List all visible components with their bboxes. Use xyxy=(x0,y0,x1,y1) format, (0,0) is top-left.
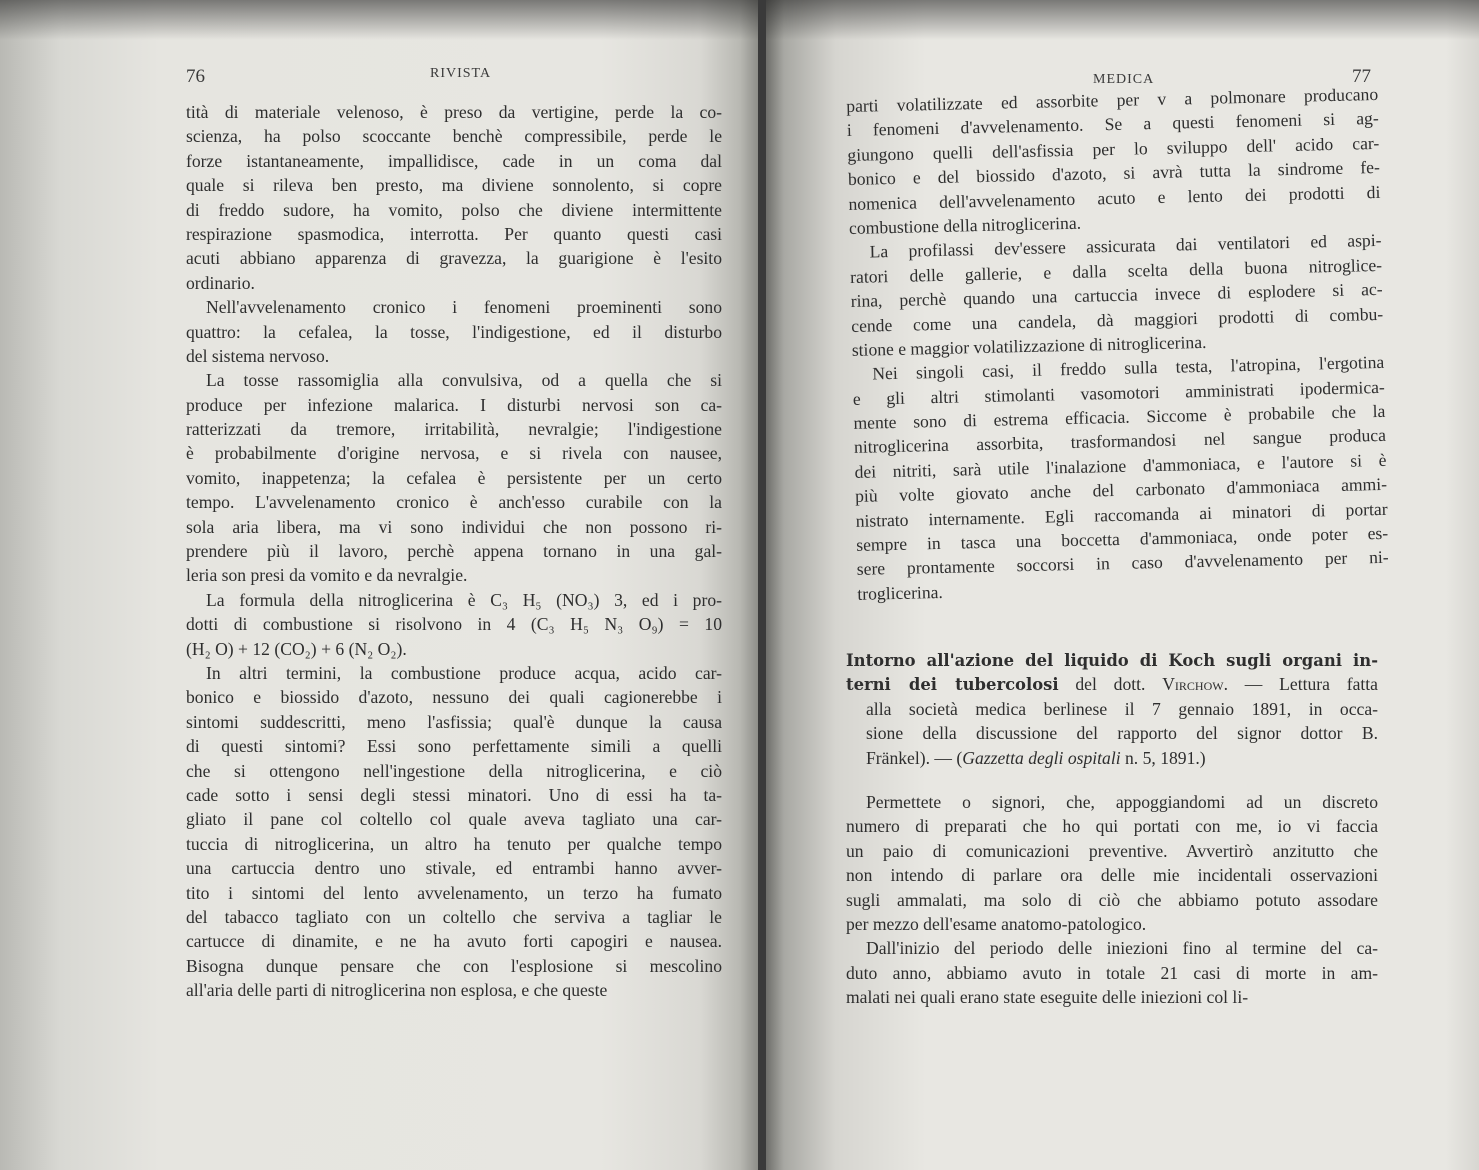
article-title-line-2: terni dei tubercolosi del dott. Virchow. — Lettura fatta xyxy=(846,674,1378,695)
text-line: cade sotto i sensi degli stessi minatori. Uno di essi ha ta- xyxy=(186,784,722,805)
text-line: dei nitriti, sarà utile l'inalazione d'ammoniaca, e l'autore si è xyxy=(854,449,1387,482)
text-line: sugli ammalati, ma solo di ciò che abbiamo potuto assodare xyxy=(846,889,1378,910)
text-line: una cartuccia dentro uno stivale, ed entrambi hanno avver- xyxy=(186,858,722,879)
text-line: quattro: la cefalea, la tosse, l'indigestione, ed il disturbo xyxy=(186,321,722,342)
text-line: non intendo di parlare ora delle mie incidentali osservazioni xyxy=(846,865,1378,886)
text-line: In altri termini, la combustione produce acqua, acido car- xyxy=(206,662,722,683)
text-line: sempre in tasca una boccetta d'ammoniaca, onde poter es- xyxy=(856,522,1389,555)
left-body-text xyxy=(186,100,722,1002)
left-running-header: RIVISTA xyxy=(430,66,492,81)
text-line: mente sono di estrema efficacia. Siccome è probabile che la xyxy=(853,400,1386,433)
text-line: parti volatilizzate ed assorbite per v a polmonare producano xyxy=(846,83,1379,116)
text-line: rina, perchè quando una cartuccia invece di esplodere si ac- xyxy=(850,279,1383,312)
text-line: sola aria libera, ma vi sono individui che non possono ri- xyxy=(186,516,722,537)
text-line: che si ottengono nell'ingestione della nitroglicerina, e ciò xyxy=(186,760,722,781)
text-line: acuti abbiano apparenza di gravezza, la guarigione è l'esito xyxy=(186,248,722,269)
text-line: del tabacco tagliato con un coltello che serviva a tagliar le xyxy=(186,906,722,927)
text-line: cartucce di dinamite, e ne ha avuto forti capogiri e nausea. xyxy=(186,931,722,952)
text-line: La tosse rassomiglia alla convulsiva, od a quella che si xyxy=(206,370,722,391)
text-line: cende come una candela, dà maggiori prodotti di combu- xyxy=(851,303,1384,336)
text-line: nistrato internamente. Egli raccomanda ai minatori di portar xyxy=(855,498,1388,531)
text-line: i fenomeni d'avvelenamento. Se a questi fenomeni si ag- xyxy=(846,108,1379,141)
text-line: Nei singoli casi, il freddo sulla testa, l'atropina, l'ergotina xyxy=(872,352,1385,384)
text-line: La profilassi dev'essere assicurata dai ventilatori ed aspi- xyxy=(869,230,1382,262)
text-line: scienza, ha polso scoccante benchè compressibile, perde le xyxy=(186,126,722,147)
text-line: La formula della nitroglicerina è C₃ H₅ (NO₃) 3, ed i pro- xyxy=(206,589,722,610)
text-line: forze istantaneamente, impallidisce, cade in un coma dal xyxy=(186,150,722,171)
text-line: bonico e biossido d'azoto, nessuno dei quali cagionerebbe i xyxy=(186,687,722,708)
text-line: Bisogna dunque pensare che con l'esplosione si mescolino xyxy=(186,955,722,976)
text-line: dotti di combustione si risolvono in 4 (C₃ H₅ N₃ O₉) = 10 xyxy=(186,614,722,635)
text-line: gliato il pane col coltello col quale aveva tagliato una car- xyxy=(186,809,722,830)
text-line: produce per infezione malarica. I disturbi nervosi son ca- xyxy=(186,394,722,415)
text-line: sere prontamente soccorsi in caso d'avvelenamento per ni- xyxy=(856,547,1389,580)
article-title-line-5: Fränkel). — (Gazzetta degli ospitali n. 5, 1891.) xyxy=(866,747,1206,768)
text-line: tempo. L'avvelenamento cronico è anch'esso curabile con la xyxy=(186,492,722,513)
text-line: nomenica dell'avvelenamento acuto e lento dei prodotti di xyxy=(848,181,1381,214)
text-line: per mezzo dell'esame anatomo-patologico. xyxy=(846,913,1147,934)
text-line: leria son presi da vomito e da nevralgie. xyxy=(186,565,468,586)
text-line: ratori delle gallerie, e dalla scelta della buona nitroglice- xyxy=(849,254,1383,287)
text-line: nitroglicerina assorbita, trasformandosi nel sangue produca xyxy=(853,425,1387,458)
text-line: Nell'avvelenamento cronico i fenomeni proeminenti sono xyxy=(206,297,722,318)
left-page-number: 76 xyxy=(186,66,205,87)
text-line: di questi sintomi? Essi sono perfettamente simili a quelli xyxy=(186,736,722,757)
text-line: Dall'inizio del periodo delle iniezioni fino al termine del ca- xyxy=(866,938,1378,959)
article-title-line-4: sione della discussione del rapporto del signor dottor B. xyxy=(866,723,1378,744)
text-line: duto anno, abbiamo avuto in totale 21 casi di morte in am- xyxy=(846,962,1378,983)
text-line: giungono quelli dell'asfissia per lo sviluppo dell' acido car- xyxy=(847,132,1380,165)
text-line: un paio di comunicazioni preventive. Avvertirò anzitutto che xyxy=(846,840,1378,861)
text-line: più volte giovato anche del carbonato d'ammoniaca ammi- xyxy=(854,474,1388,507)
right-body-text xyxy=(846,82,1389,606)
text-line: tità di materiale velenoso, è preso da vertigine, perde la co- xyxy=(186,102,722,122)
text-line: stione e maggior volatilizzazione di nitroglicerina. xyxy=(851,331,1207,360)
text-line: del sistema nervoso. xyxy=(186,345,330,366)
article-heading xyxy=(846,648,1378,770)
text-line: vomito, inappetenza; la cefalea è persistente per un certo xyxy=(186,467,722,488)
article-title-line-1: Intorno all'azione del liquido di Koch sugli organi in- xyxy=(846,651,1378,670)
right-running-header: MEDICA xyxy=(1093,72,1155,87)
text-line: prendere più il lavoro, perchè appena tornano in una gal- xyxy=(186,541,722,562)
text-line: tuccia di nitroglicerina, un altro ha tenuto per qualche tempo xyxy=(186,833,722,854)
text-line: tito i sintomi del lento avvelenamento, un terzo ha fumato xyxy=(186,882,722,903)
text-line: combustione della nitroglicerina. xyxy=(848,212,1082,238)
book-gutter xyxy=(758,0,766,1170)
article-title-line-3: alla società medica berlinese il 7 gennaio 1891, in occa- xyxy=(866,698,1378,719)
text-line: troglicerina. xyxy=(857,581,944,604)
text-line: malati nei quali erano state eseguite delle iniezioni col li- xyxy=(846,987,1249,1008)
right-page-number: 77 xyxy=(1352,66,1371,87)
text-line: è probabilmente d'origine nervosa, e si rivela con nausee, xyxy=(186,443,722,464)
text-line: Permettete o signori, che, appoggiandomi ad un discreto xyxy=(866,792,1378,812)
text-line: e gli altri stimolanti vasomotori amministrati ipodermica- xyxy=(852,376,1386,409)
text-line: (H₂ O) + 12 (CO₂) + 6 (N₂ O₂). xyxy=(186,638,407,659)
text-line: ordinario. xyxy=(186,272,255,293)
text-line: di freddo sudore, ha vomito, polso che diviene intermittente xyxy=(186,199,722,220)
text-line: quale si rileva ben presto, ma diviene sonnolento, si copre xyxy=(186,175,722,196)
text-line: all'aria delle parti di nitroglicerina non esplosa, e che queste xyxy=(186,980,608,1001)
text-line: respirazione spasmodica, interrotta. Per quanto questi casi xyxy=(186,223,722,244)
text-line: ratterizzati da tremore, irritabilità, nevralgie; l'indigestione xyxy=(186,419,722,440)
text-line: bonico e del biossido d'azoto, si avrà tutta la sindrome fe- xyxy=(847,157,1381,190)
text-line: numero di preparati che ho qui portati con me, io vi faccia xyxy=(846,816,1378,837)
text-line: sintomi suddescritti, meno l'asfissia; qual'è dunque la causa xyxy=(186,711,722,732)
article-body-text xyxy=(846,790,1378,1010)
